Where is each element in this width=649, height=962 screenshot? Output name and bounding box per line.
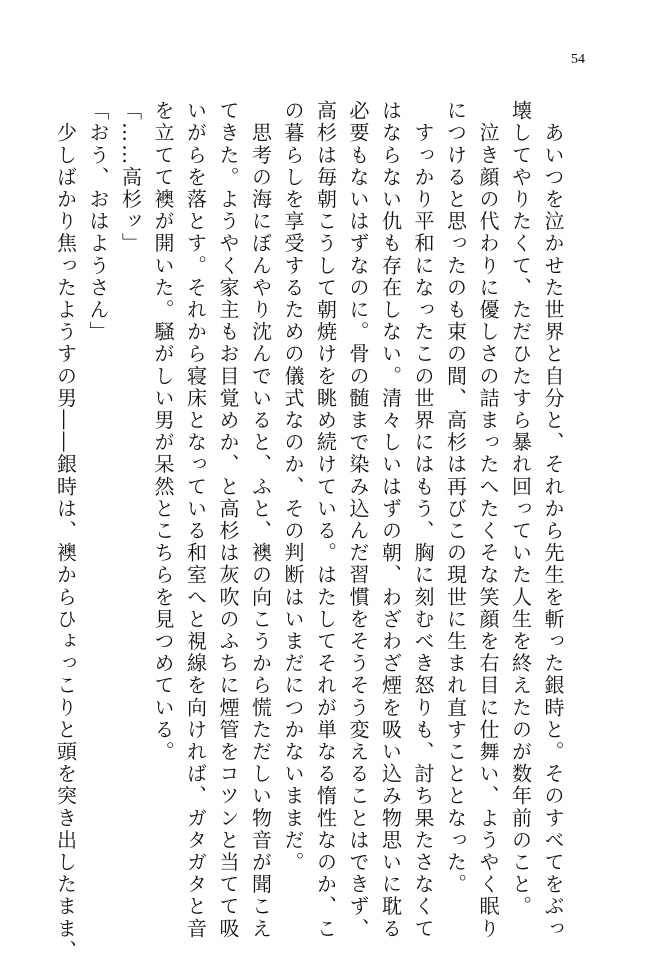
text-line: はならない仇も存在しない。清々しいはずの朝、わざわざ煙を吸い込み物思いに耽る <box>378 100 403 940</box>
page-number: 54 <box>571 52 585 67</box>
text-line: 思考の海にぼんやり沈んでいると、ふと、襖の向こうから慌ただしい物音が聞こえ <box>248 100 273 940</box>
text-line: てきた。ようやく家主もお目覚めか、と高杉は灰吹のふちに煙管をコツンと当てて吸 <box>216 100 240 940</box>
text-line: 少しばかり焦ったようすの男――銀時は、襖からひょっこりと頭を突き出したまま、 <box>53 100 78 962</box>
text-line: 「おう、おはようさん」 <box>86 100 110 344</box>
text-line: すっかり平和になったこの世界にはもう、胸に刻むべき怒りも、討ち果たさなくて <box>411 100 435 940</box>
text-line: 必要もないはずなのに。骨の髄まで染み込んだ習慣をそうそう変えることはできず、 <box>346 100 370 940</box>
text-line: の暮らしを享受するための儀式なのか、その判断はいまだにつかないままだ。 <box>281 100 305 874</box>
text-line: いがらを落とす。それから寝床となっている和室へと視線を向ければ、ガタガタと音 <box>183 100 208 940</box>
text-line: 泣き顔の代わりに優しさの詰まったへたくそな笑顔を右目に仕舞い、ようやく眠り <box>476 100 500 940</box>
novel-body-text <box>53 100 569 962</box>
text-line: 高杉は毎朝こうして朝焼けを眺め続けている。はたしてそれが単なる惰性なのか、こ <box>313 100 338 940</box>
text-line: あいつを泣かせた世界と自分と、それから先生を斬った銀時と。そのすべてをぶっ <box>541 100 565 940</box>
text-line: 「……高杉ッ」 <box>118 100 143 255</box>
text-line: につけると思ったのも束の間、高杉は再びこの現世に生まれ直すこととなった。 <box>443 100 468 896</box>
text-line: を立てて襖が開いた。騒がしい男が呆然とこちらを見つめている。 <box>151 100 175 763</box>
text-line: 壊してやりたくて、ただひたすら暴れ回っていた人生を終えたのが数年前のこと。 <box>508 100 533 918</box>
